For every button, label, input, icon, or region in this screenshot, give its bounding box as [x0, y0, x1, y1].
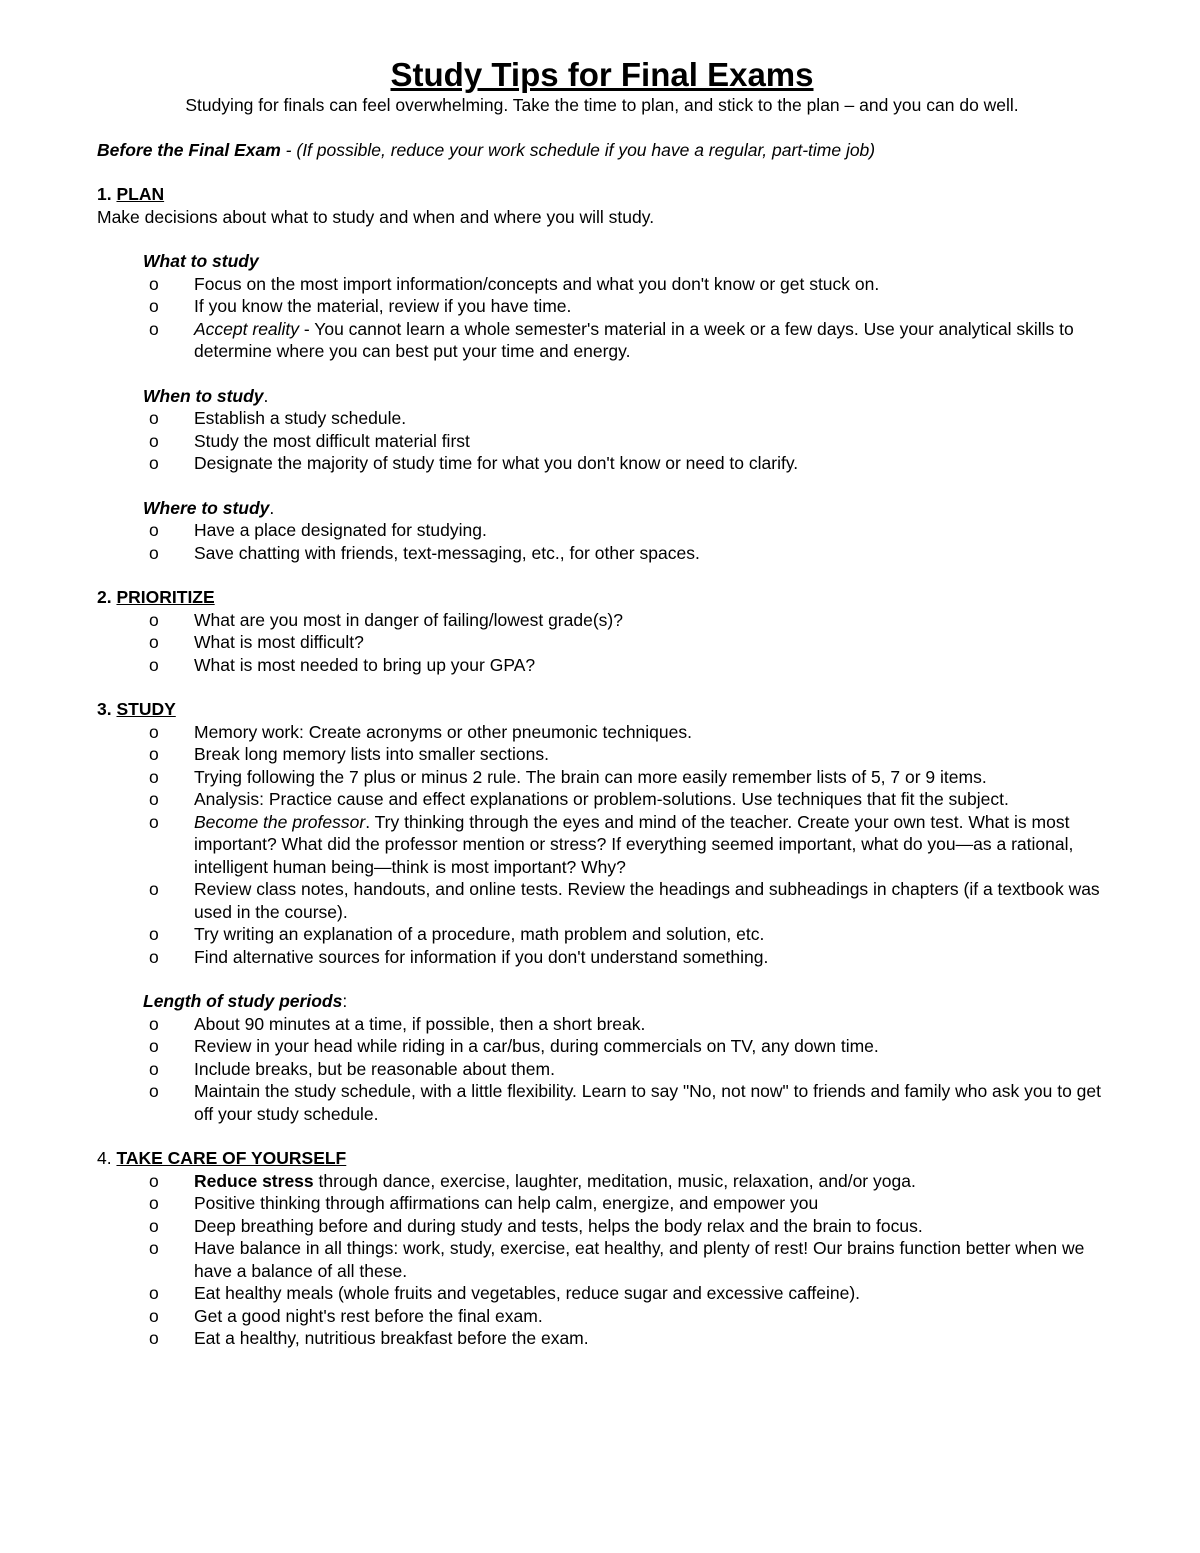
- bullet-icon: o: [149, 430, 159, 451]
- list-item: o Break long memory lists into smaller sections.: [149, 744, 549, 764]
- list-item: o Reduce stress through dance, exercise, laughter, meditation, music, relaxation, and/or yoga.: [149, 1170, 916, 1191]
- section-plan-heading: 1. PLAN: [97, 184, 165, 204]
- list-item: o Review class notes, handouts, and online tests. Review the headings and subheadings in chapters (if a textbook was used in the course).: [149, 879, 1100, 922]
- list-item: o Study the most difficult material first: [149, 430, 470, 451]
- list-item: o Memory work: Create acronyms or other pneumonic techniques.: [149, 721, 692, 742]
- list-item: o Get a good night's rest before the final exam.: [149, 1305, 543, 1326]
- length-of-study-list: [97, 1013, 1107, 1126]
- length-of-study-heading: Length of study periods:: [143, 991, 348, 1011]
- list-item: o Maintain the study schedule, with a little flexibility. Learn to say "No, not now" to friends and family who ask you to get off your study schedule.: [149, 1081, 1102, 1124]
- list-item: o If you know the material, review if you have time.: [149, 296, 572, 316]
- bullet-icon: o: [149, 946, 159, 967]
- bullet-icon: o: [149, 296, 159, 316]
- bullet-icon: o: [149, 1013, 159, 1034]
- list-item: o Accept reality - You cannot learn a whole semester's material in a week or a few days. Use your analytical skills to determine where you can best put your time and energy.: [149, 318, 1074, 361]
- list-item: o What is most needed to bring up your GPA?: [149, 654, 536, 675]
- bullet-icon: o: [149, 766, 159, 787]
- bullet-icon: o: [149, 1170, 159, 1191]
- bullet-icon: o: [149, 879, 159, 899]
- bullet-icon: o: [149, 1238, 159, 1258]
- bullet-icon: o: [149, 318, 159, 339]
- bullet-icon: o: [149, 924, 159, 944]
- bullet-icon: o: [149, 811, 159, 832]
- bullet-icon: o: [149, 789, 159, 809]
- when-to-study-list: [97, 407, 1107, 475]
- list-item: o Find alternative sources for information if you don't understand something.: [149, 946, 769, 967]
- bullet-icon: o: [149, 1081, 159, 1101]
- bullet-icon: o: [149, 744, 159, 764]
- list-item: o About 90 minutes at a time, if possible, then a short break.: [149, 1013, 646, 1034]
- page-title: Study Tips for Final Exams: [390, 56, 814, 93]
- when-to-study-heading: When to study.: [143, 385, 269, 406]
- what-to-study-heading: What to study: [143, 251, 259, 271]
- section-study-heading: 3. STUDY: [97, 699, 176, 719]
- before-exam-label: Before the Final Exam: [97, 139, 281, 160]
- list-item: o Establish a study schedule.: [149, 408, 407, 428]
- list-item: o Trying following the 7 plus or minus 2 rule. The brain can more easily remember lists of 5, 7 or 9 items.: [149, 766, 987, 787]
- list-item: o Focus on the most import information/concepts and what you don't know or get stuck on.: [149, 273, 880, 294]
- list-item: o Have balance in all things: work, study, exercise, eat healthy, and plenty of rest! Our brains function better when we have a balance of all these.: [149, 1238, 1085, 1281]
- bullet-icon: o: [149, 1193, 159, 1213]
- list-item: o Become the professor. Try thinking through the eyes and mind of the teacher. Create your own test. What is most important? What did the professor mention or stress? If everything seemed important, what do you—as a rational, intelligent human being—think is most important? Why?: [149, 811, 1074, 877]
- document-page: [97, 56, 1107, 1372]
- list-item: o Review in your head while riding in a car/bus, during commercials on TV, any down time.: [149, 1036, 879, 1056]
- list-item: o Designate the majority of study time for what you don't know or need to clarify.: [149, 453, 799, 473]
- bullet-icon: o: [149, 654, 159, 675]
- list-item: o What are you most in danger of failing/lowest grade(s)?: [149, 609, 623, 630]
- list-item: o Eat healthy meals (whole fruits and vegetables, reduce sugar and excessive caffeine).: [149, 1283, 861, 1303]
- take-care-list: [97, 1170, 1107, 1350]
- bullet-icon: o: [149, 1058, 159, 1079]
- prioritize-list: [97, 609, 1107, 677]
- bullet-icon: o: [149, 609, 159, 630]
- what-to-study-list: [97, 273, 1107, 363]
- list-item: o Positive thinking through affirmations can help calm, energize, and empower you: [149, 1193, 819, 1213]
- study-list: [97, 721, 1107, 969]
- bullet-icon: o: [149, 273, 159, 294]
- list-item: o Have a place designated for studying.: [149, 520, 487, 540]
- bullet-icon: o: [149, 1328, 159, 1348]
- list-item: o What is most difficult?: [149, 632, 364, 652]
- bullet-icon: o: [149, 1283, 159, 1303]
- list-item: o Analysis: Practice cause and effect explanations or problem-solutions. Use techniques that fit the subject.: [149, 789, 1009, 809]
- section-take-care-heading: 4. TAKE CARE OF YOURSELF: [97, 1148, 347, 1168]
- before-exam-note: - (If possible, reduce your work schedule if you have a regular, part-time job): [280, 139, 876, 160]
- bullet-icon: o: [149, 542, 159, 563]
- list-item: o Try writing an explanation of a procedure, math problem and solution, etc.: [149, 924, 765, 944]
- list-item: o Include breaks, but be reasonable about them.: [149, 1058, 555, 1079]
- list-item: o Save chatting with friends, text-messaging, etc., for other spaces.: [149, 542, 700, 563]
- bullet-icon: o: [149, 1036, 159, 1056]
- bullet-icon: o: [149, 453, 159, 473]
- list-item: o Eat a healthy, nutritious breakfast before the exam.: [149, 1328, 589, 1348]
- section-prioritize-heading: 2. PRIORITIZE: [97, 587, 215, 607]
- list-item: o Deep breathing before and during study and tests, helps the body relax and the brain to focus.: [149, 1215, 923, 1236]
- bullet-icon: o: [149, 408, 159, 428]
- plan-intro: Make decisions about what to study and when and where you will study.: [97, 206, 655, 227]
- bullet-icon: o: [149, 721, 159, 742]
- bullet-icon: o: [149, 632, 159, 652]
- subtitle: Studying for finals can feel overwhelming. Take the time to plan, and stick to the plan – and you can do well.: [185, 95, 1019, 115]
- bullet-icon: o: [149, 1305, 159, 1326]
- before-exam-line: [97, 139, 1107, 162]
- where-to-study-heading: Where to study.: [143, 497, 275, 518]
- bullet-icon: o: [149, 1215, 159, 1236]
- where-to-study-list: [97, 519, 1107, 564]
- bullet-icon: o: [149, 520, 159, 540]
